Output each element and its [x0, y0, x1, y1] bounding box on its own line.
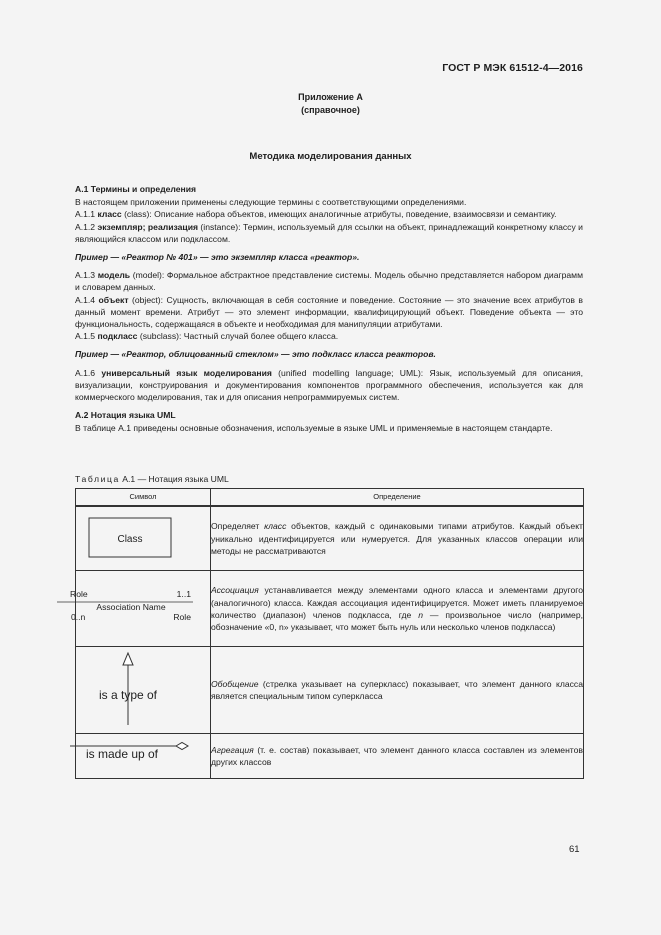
term-num: А.1.5: [75, 331, 98, 342]
def-text: (стрелка указывает на суперкласс) показывает, что элемент данного класса является специальным типом суперкласса: [211, 678, 583, 701]
term-a1-4: [75, 294, 583, 331]
term-a1-2: [75, 221, 583, 245]
def-term: Ассоциация: [211, 585, 259, 596]
table-row-aggregation: [76, 733, 584, 778]
section-heading: Методика моделирования данных: [249, 151, 412, 162]
term-name: класс: [97, 209, 122, 220]
term-name: подкласс: [97, 331, 138, 342]
def-text: устанавливается между элементами одного класса и элементами другого (аналогичного) класса. Каждая ассоциация идентифицируется. Может иметь планируемое количество (диапазон) членов подкласса, где: [211, 585, 583, 620]
mult-right-label: 1..1: [176, 589, 191, 600]
association-name-label: Association Name: [96, 602, 166, 613]
symbol-class-cell: [76, 506, 211, 571]
standard-header: ГОСТ Р МЭК 61512-4—2016: [442, 62, 583, 74]
term-num: А.1.4: [75, 294, 99, 305]
term-num: А.1.1: [75, 209, 98, 220]
table-row-class: [76, 506, 584, 571]
generalization-symbol: [76, 647, 210, 729]
term-num: А.1.2: [75, 221, 98, 232]
def-text: Определяет: [211, 521, 265, 532]
symbol-association-cell: [70, 571, 211, 647]
term-def: (instance): Термин, используемый для ссылки на объект, принадлежащий конкретному классу и являющийся классом или подклассом.: [75, 221, 583, 244]
def-text: (т. е. состав) показывает, что элемент данного класса составлен из элементов других классов: [211, 744, 583, 767]
aggregation-diamond: [176, 742, 188, 749]
definition-generalization: [211, 647, 584, 733]
example-1: Пример — «Реактор № 401» — это экземпляр класса «реактор».: [75, 252, 360, 263]
example-2: Пример — «Реактор, облицованный стеклом» — это подкласс класса реакторов.: [75, 349, 436, 360]
term-num: А.1.3: [75, 270, 98, 281]
term-a1-6: [75, 367, 583, 404]
association-symbol: [70, 571, 210, 643]
definition-aggregation: [211, 733, 584, 778]
def-term: Обобщение: [211, 678, 259, 689]
section-a1: [75, 183, 583, 435]
term-def: (class): Описание набора объектов, имеющих аналогичные атрибуты, поведение, взаимосвязи и семантику.: [121, 209, 557, 220]
section-a1-title: А.1 Термины и определения: [75, 184, 197, 194]
def-text: — произвольное число (например, обозначение «0, n» указывает, что может быть нуль или несколько членов подкласса): [211, 609, 583, 632]
class-symbol: [76, 507, 210, 567]
term-a1-1: [75, 208, 583, 220]
definition-class: [211, 506, 584, 571]
term-a1-5: [75, 330, 583, 342]
def-var-n: n: [418, 609, 423, 620]
term-a1-3: [75, 269, 583, 293]
role-left-label: Role: [70, 589, 88, 600]
term-def: (unified modelling language; UML): Язык, используемый для описания, визуализации, конструирования и документирования компонентов программного обеспечения, используется как для коммерческого моделирования, так и для описания непрограммируемых систем.: [75, 367, 583, 403]
table-caption-word: Таблица: [75, 474, 120, 484]
appendix-note: (справочное): [301, 105, 360, 115]
table-caption-rest: А.1 — Нотация языка UML: [119, 474, 229, 484]
col-header-definition: Определение: [211, 489, 584, 507]
appendix-title: Приложение А: [298, 92, 363, 102]
symbol-generalization-cell: [76, 647, 211, 733]
term-name: экземпляр; реализация: [97, 221, 198, 232]
term-def: (object): Сущность, включающая в себя состояние и поведение. Состояние — это значение всех атрибутов в данный момент времени. Атрибут — это элемент информации, квалифицирующий объект. Поведение объекта — это функциональность, содержащаяся в объекте и необходимая для манипуляции атрибутами.: [75, 294, 583, 330]
col-header-symbol: Символ: [76, 489, 211, 507]
table-row-generalization: [76, 647, 584, 733]
definition-association: [211, 571, 584, 647]
aggregation-symbol: [76, 734, 210, 775]
term-name: модель: [97, 270, 131, 281]
appendix-title-block: [0, 91, 661, 117]
generalization-label: is a type of: [98, 688, 158, 703]
section-a1-intro: В настоящем приложении применены следующие термины с соответствующими определениями.: [75, 197, 467, 208]
aggregation-label: is made up of: [85, 746, 159, 761]
generalization-arrowhead: [123, 653, 133, 665]
term-name: универсальный язык моделирования: [101, 367, 272, 378]
term-num: А.1.6: [75, 367, 102, 378]
table-header-row: [76, 489, 584, 507]
class-label: Class: [117, 534, 143, 545]
term-def: (subclass): Частный случай более общего класса.: [137, 331, 339, 342]
def-term: класс: [264, 521, 287, 532]
term-name: объект: [98, 294, 129, 305]
section-a2-title: А.2 Нотация языка UML: [75, 410, 176, 421]
def-term: Агрегация: [211, 744, 254, 755]
symbol-aggregation-cell: [76, 733, 211, 778]
mult-left-label: 0..n: [71, 612, 86, 623]
term-def: (model): Формальное абстрактное представление системы. Модель обычно представляется набором диаграмм и словарем данных.: [75, 270, 583, 293]
section-a2-intro: В таблице А.1 приведены основные обозначения, используемые в языке UML и применяемые в настоящем стандарте.: [75, 423, 553, 434]
role-right-label: Role: [173, 612, 191, 623]
page-number: 61: [569, 844, 580, 855]
table-caption: [75, 474, 229, 484]
def-text: объектов, каждый с одинаковыми типами атрибутов. Каждый объект уникально идентифицируется или нумеруется. Для указанных классов операции или методы не рассматриваются: [211, 521, 583, 556]
table-row-association: [76, 571, 584, 647]
uml-notation-table: [70, 488, 584, 779]
